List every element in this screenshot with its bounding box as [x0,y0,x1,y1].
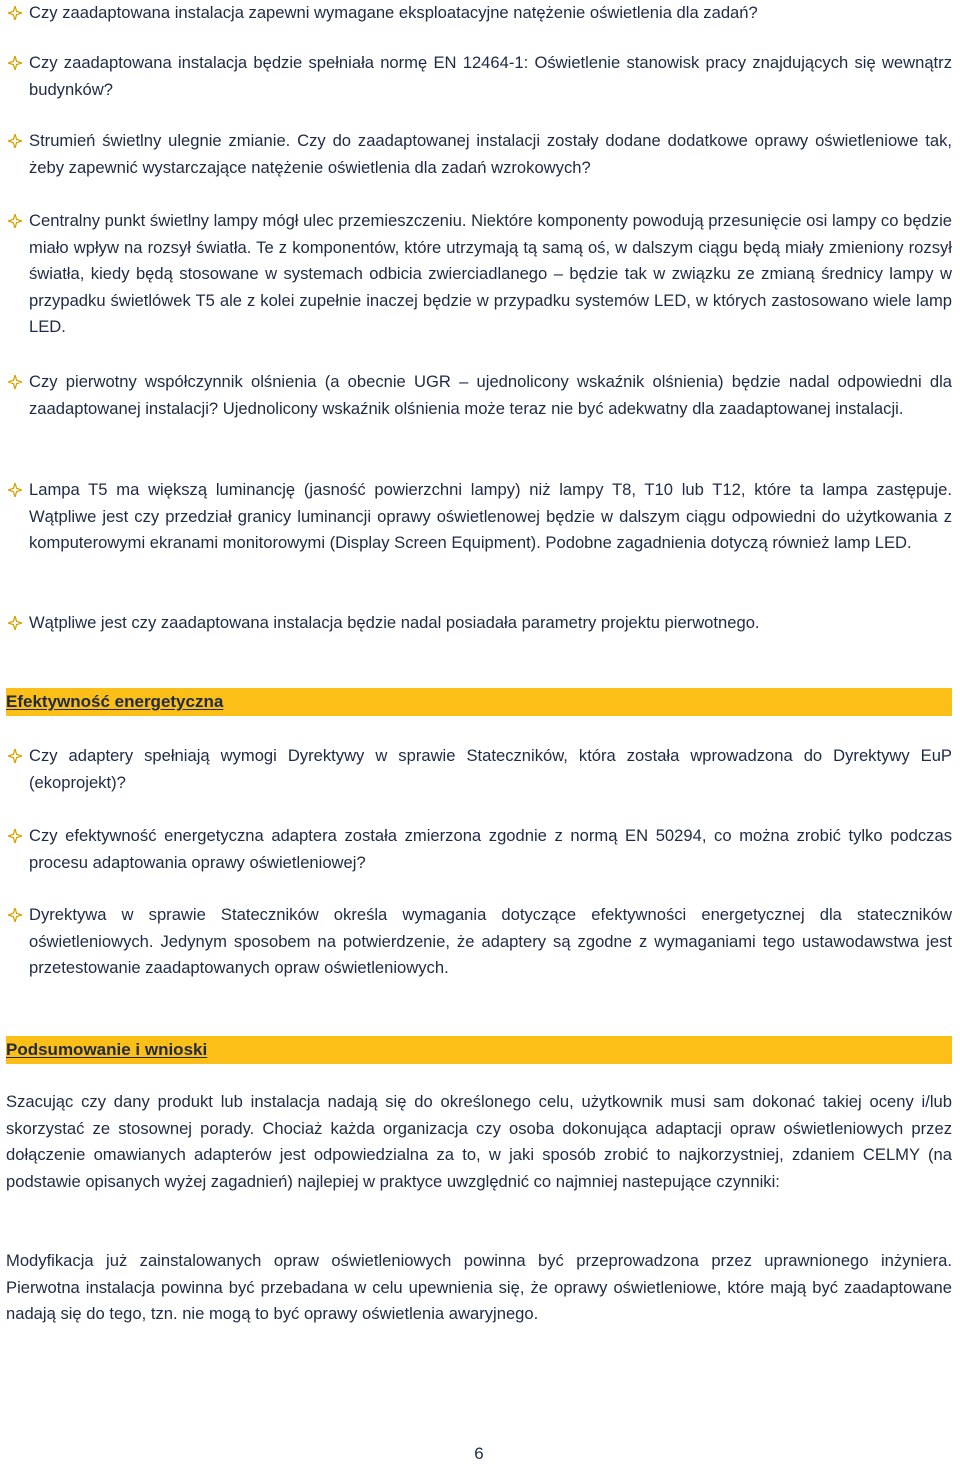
bullet-item [6,369,952,422]
diamond-bullet-icon [6,743,24,769]
section-heading-text: Podsumowanie i wnioski [6,1040,208,1059]
section-heading-energy [6,688,952,716]
bullet-item [6,902,952,982]
page-number: 6 [474,1444,484,1463]
bullet-item [6,208,952,341]
diamond-bullet-icon [6,477,24,503]
section-heading-summary [6,1036,952,1064]
bullet-text: Czy adaptery spełniają wymogi Dyrektywy w sprawie Stateczników, która została wprowadzona do Dyrektywy EuP (ekoprojekt)? [29,746,952,792]
bullet-text: Czy zaadaptowana instalacja zapewni wymagane eksploatacyjne natężenie oświetlenia dla zadań? [29,3,758,22]
document-page [6,0,952,1470]
diamond-bullet-icon [6,208,24,234]
diamond-bullet-icon [6,610,24,636]
diamond-bullet-icon [6,0,24,26]
bullet-item [6,128,952,181]
diamond-bullet-icon [6,369,24,395]
bullet-text: Strumień świetlny ulegnie zmianie. Czy do zaadaptowanej instalacji zostały dodane dodatkowe oprawy oświetleniowe tak, żeby zapewnić wystarczające natężenie oświetlenia dla zadań wzrokowych? [29,131,952,177]
bullet-text: Centralny punkt świetlny lampy mógł ulec przemieszczeniu. Niektóre komponenty powodują przesunięcie osi lampy co będzie miało wpływ na rozsył światła. Te z komponentów, które utrzymają tą samą oś, w dalszym ciągu będą miały zmieniony rozsył światła, kiedy będą stosowane w systemach odbicia zwierciadlanego – będzie tak w związku ze zmianą średnicy lampy w przypadku świetlówek T5 ale z kolei zupełnie inaczej będzie w przypadku systemów LED, w których zastosowano wiele lamp LED. [29,211,952,336]
bullet-item [6,823,952,876]
bullet-text: Wątpliwe jest czy zaadaptowana instalacja będzie nadal posiadała parametry projektu pierwotnego. [29,613,760,632]
bullet-item [6,610,952,637]
bullet-item [6,477,952,557]
diamond-bullet-icon [6,50,24,76]
bullet-item [6,0,952,27]
diamond-bullet-icon [6,902,24,928]
bullet-item [6,743,952,796]
bullet-text: Czy efektywność energetyczna adaptera została zmierzona zgodnie z normą EN 50294, co można zrobić tylko podczas procesu adaptowania oprawy oświetleniowej? [29,826,952,872]
bullet-item [6,50,952,103]
diamond-bullet-icon [6,128,24,154]
bullet-text: Lampa T5 ma większą luminancję (jasność powierzchni lampy) niż lampy T8, T10 lub T12, które ta lampa zastępuje. Wątpliwe jest czy przedział granicy luminancji oprawy oświetlenowej będzie w dalszym ciągu odpowiedni do użytkowania z komputerowymi ekranami monitorowymi (Display Screen Equipment). Podobne zagadnienia dotyczą również lamp LED. [29,480,952,552]
bullet-text: Czy zaadaptowana instalacja będzie spełniała normę EN 12464-1: Oświetlenie stanowisk pracy znajdujących się wewnątrz budynków? [29,53,952,99]
section-heading-text: Efektywność energetyczna [6,692,224,711]
bullet-text: Czy pierwotny współczynnik olśnienia (a obecnie UGR – ujednolicony wskaźnik olśnienia) będzie nadal odpowiedni dla zaadaptowanej instalacji? Ujednolicony wskaźnik olśnienia może teraz nie być adekwatny dla zaadaptowanej instalacji. [29,372,952,418]
summary-paragraph: Szacując czy dany produkt lub instalacja nadają się do określonego celu, użytkownik musi sam dokonać takiej oceny i/lub skorzystać ze stosownej porady. Chociaż każda organizacja czy osoba dokonująca adaptacji opraw oświetleniowych przez dołączenie omawianych adapterów jest odpowiedzialna za to, w jaki sposób zrobić to najkorzystniej, zdaniem CELMY (na podstawie opisanych wyżej zagadnień) najlepiej w praktyce uwzględnić co najmniej nastepujące czynniki: [6,1092,952,1191]
summary-paragraph: Modyfikacja już zainstalowanych opraw oświetleniowych powinna być przeprowadzona przez uprawnionego inżyniera. Pierwotna instalacja powinna być przebadana w celu upewnienia się, że oprawy oświetleniowe, które mają być zaadaptowane nadają się do tego, tzn. nie mogą to być oprawy oświetlenia awaryjnego. [6,1251,952,1323]
bullet-text: Dyrektywa w sprawie Stateczników określa wymagania dotyczące efektywności energetycznej dla stateczników oświetleniowych. Jedynym sposobem na potwierdzenie, że adaptery są zgodne z wymaganiami tego ustawodawstwa jest przetestowanie zaadaptowanych opraw oświetleniowych. [29,905,952,977]
diamond-bullet-icon [6,823,24,849]
